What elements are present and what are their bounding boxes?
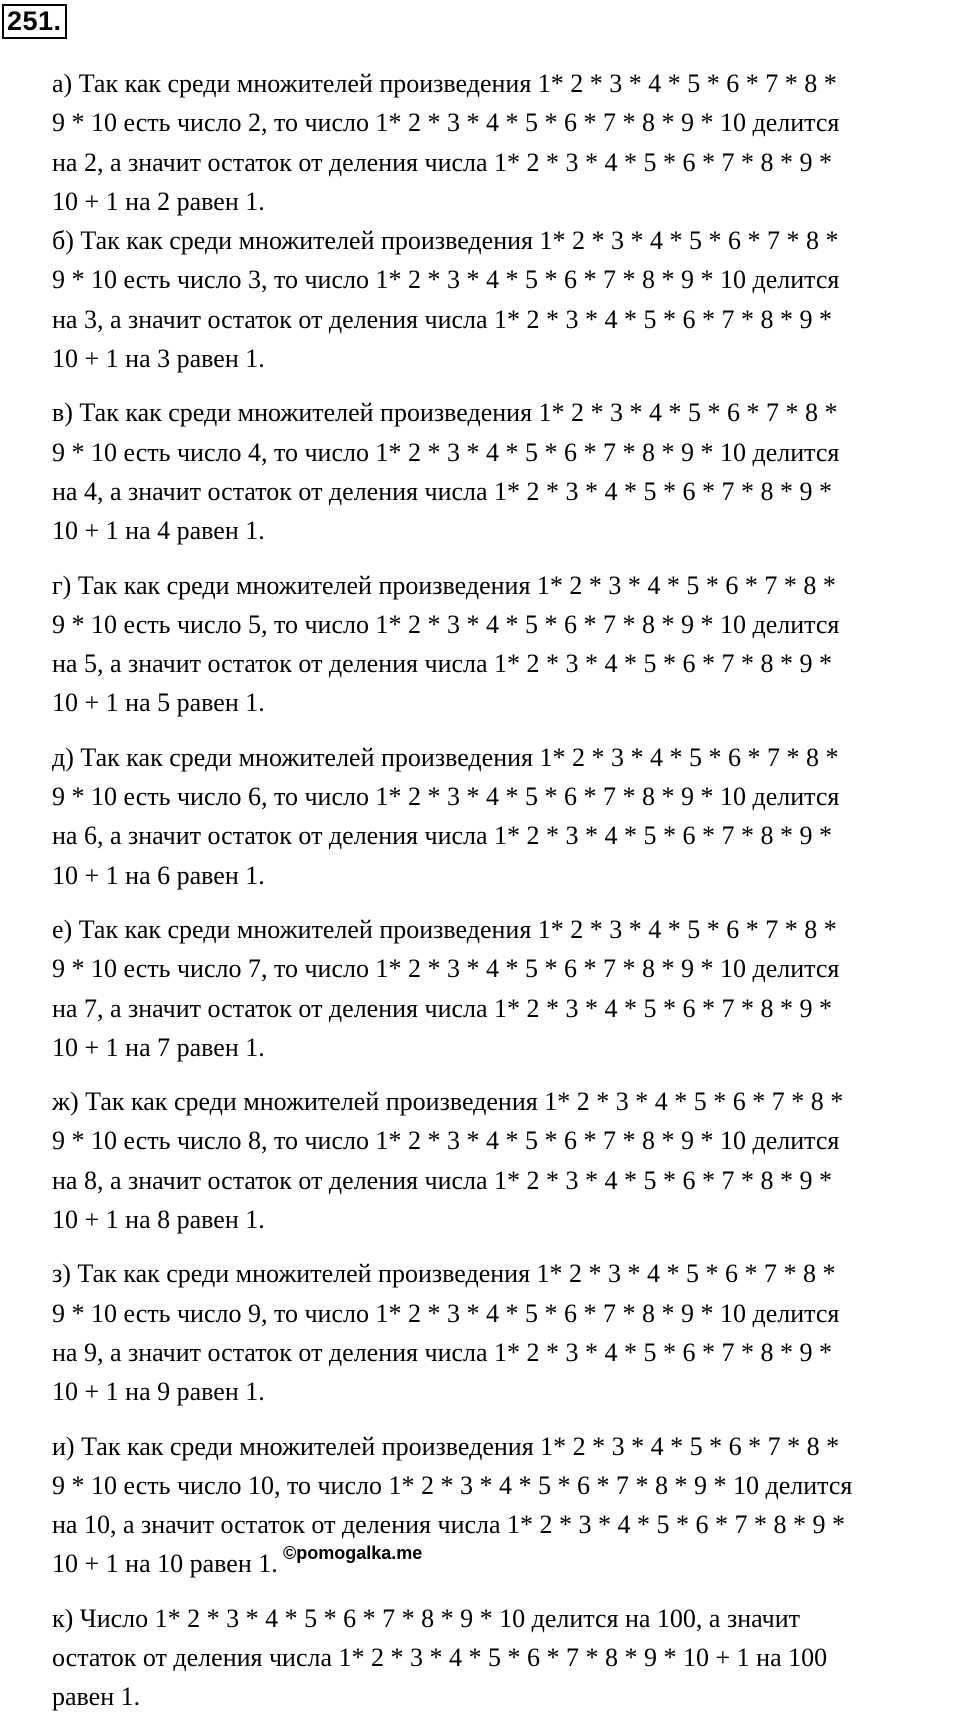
text-line: и) Так как среди множителей произведения 1* 2 * 3 * 4 * 5 * 6 * 7 * 8 *	[52, 1431, 840, 1461]
text-line: 10 + 1 на 7 равен 1.	[52, 1032, 265, 1062]
text-line: 9 * 10 есть число 2, то число 1* 2 * 3 * 4 * 5 * 6 * 7 * 8 * 9 * 10 делится	[52, 108, 840, 138]
text-line: 10 + 1 на 8 равен 1.	[52, 1205, 265, 1235]
text-line: 9 * 10 есть число 6, то число 1* 2 * 3 * 4 * 5 * 6 * 7 * 8 * 9 * 10 делится	[52, 782, 840, 812]
text-line: з) Так как среди множителей произведения 1* 2 * 3 * 4 * 5 * 6 * 7 * 8 *	[52, 1259, 836, 1289]
text-line: в) Так как среди множителей произведения 1* 2 * 3 * 4 * 5 * 6 * 7 * 8 *	[52, 398, 838, 428]
solution-paragraph-i	[52, 1427, 952, 1584]
problem-number: 251.	[2, 4, 67, 39]
solution-paragraph-zh	[52, 1082, 952, 1239]
text-line: 9 * 10 есть число 7, то число 1* 2 * 3 * 4 * 5 * 6 * 7 * 8 * 9 * 10 делится	[52, 954, 840, 984]
text-line: 9 * 10 есть число 8, то число 1* 2 * 3 * 4 * 5 * 6 * 7 * 8 * 9 * 10 делится	[52, 1126, 840, 1156]
text-line: г) Так как среди множителей произведения 1* 2 * 3 * 4 * 5 * 6 * 7 * 8 *	[52, 570, 836, 600]
solution-paragraph-z	[52, 1254, 952, 1411]
text-line: 9 * 10 есть число 9, то число 1* 2 * 3 * 4 * 5 * 6 * 7 * 8 * 9 * 10 делится	[52, 1298, 840, 1328]
text-line: на 9, а значит остаток от деления числа 1* 2 * 3 * 4 * 5 * 6 * 7 * 8 * 9 *	[52, 1337, 833, 1367]
text-line: 10 + 1 на 3 равен 1.	[52, 344, 265, 374]
text-line: на 8, а значит остаток от деления числа 1* 2 * 3 * 4 * 5 * 6 * 7 * 8 * 9 *	[52, 1165, 833, 1195]
text-line: 10 + 1 на 6 равен 1.	[52, 860, 265, 890]
solution-paragraph-g	[52, 566, 952, 723]
text-line: на 6, а значит остаток от деления числа 1* 2 * 3 * 4 * 5 * 6 * 7 * 8 * 9 *	[52, 821, 833, 851]
text-line: е) Так как среди множителей произведения 1* 2 * 3 * 4 * 5 * 6 * 7 * 8 *	[52, 914, 837, 944]
text-line: д) Так как среди множителей произведения 1* 2 * 3 * 4 * 5 * 6 * 7 * 8 *	[52, 742, 839, 772]
solution-paragraph-a	[52, 64, 952, 221]
text-line: а) Так как среди множителей произведения 1* 2 * 3 * 4 * 5 * 6 * 7 * 8 *	[52, 69, 837, 98]
text-line: 9 * 10 есть число 5, то число 1* 2 * 3 * 4 * 5 * 6 * 7 * 8 * 9 * 10 делится	[52, 609, 840, 639]
solution-text	[52, 64, 952, 1717]
text-line: на 7, а значит остаток от деления числа 1* 2 * 3 * 4 * 5 * 6 * 7 * 8 * 9 *	[52, 993, 833, 1023]
text-line: остаток от деления числа 1* 2 * 3 * 4 * 5 * 6 * 7 * 8 * 9 * 10 + 1 на 100	[52, 1642, 828, 1672]
text-line: ж) Так как среди множителей произведения 1* 2 * 3 * 4 * 5 * 6 * 7 * 8 *	[52, 1087, 844, 1117]
solution-paragraph-e	[52, 910, 952, 1067]
text-line: на 3, а значит остаток от деления числа 1* 2 * 3 * 4 * 5 * 6 * 7 * 8 * 9 *	[52, 304, 833, 334]
text-line: на 4, а значит остаток от деления числа 1* 2 * 3 * 4 * 5 * 6 * 7 * 8 * 9 *	[52, 476, 833, 506]
text-line: 10 + 1 на 9 равен 1.	[52, 1377, 265, 1407]
text-line: 9 * 10 есть число 4, то число 1* 2 * 3 * 4 * 5 * 6 * 7 * 8 * 9 * 10 делится	[52, 437, 840, 467]
text-line: 9 * 10 есть число 3, то число 1* 2 * 3 * 4 * 5 * 6 * 7 * 8 * 9 * 10 делится	[52, 265, 840, 295]
text-line: 10 + 1 на 10 равен 1.	[52, 1549, 278, 1579]
text-line: 10 + 1 на 2 равен 1.	[52, 186, 265, 216]
text-line: 9 * 10 есть число 10, то число 1* 2 * 3 * 4 * 5 * 6 * 7 * 8 * 9 * 10 делится	[52, 1470, 853, 1500]
text-line: 10 + 1 на 4 равен 1.	[52, 516, 265, 546]
solution-paragraph-b	[52, 221, 952, 378]
text-line: на 10, а значит остаток от деления числа 1* 2 * 3 * 4 * 5 * 6 * 7 * 8 * 9 *	[52, 1510, 846, 1540]
solution-paragraph-d	[52, 738, 952, 895]
text-line: равен 1.	[52, 1682, 141, 1712]
solution-paragraph-v	[52, 393, 952, 550]
solution-paragraph-k	[52, 1599, 952, 1717]
text-line: 10 + 1 на 5 равен 1.	[52, 688, 265, 718]
watermark: ©pomogalka.me	[283, 1543, 423, 1563]
text-line: б) Так как среди множителей произведения 1* 2 * 3 * 4 * 5 * 6 * 7 * 8 *	[52, 226, 839, 256]
text-line: на 5, а значит остаток от деления числа 1* 2 * 3 * 4 * 5 * 6 * 7 * 8 * 9 *	[52, 649, 833, 679]
text-line: на 2, а значит остаток от деления числа 1* 2 * 3 * 4 * 5 * 6 * 7 * 8 * 9 *	[52, 147, 833, 177]
text-line: к) Число 1* 2 * 3 * 4 * 5 * 6 * 7 * 8 * 9 * 10 делится на 100, а значит	[52, 1603, 800, 1633]
